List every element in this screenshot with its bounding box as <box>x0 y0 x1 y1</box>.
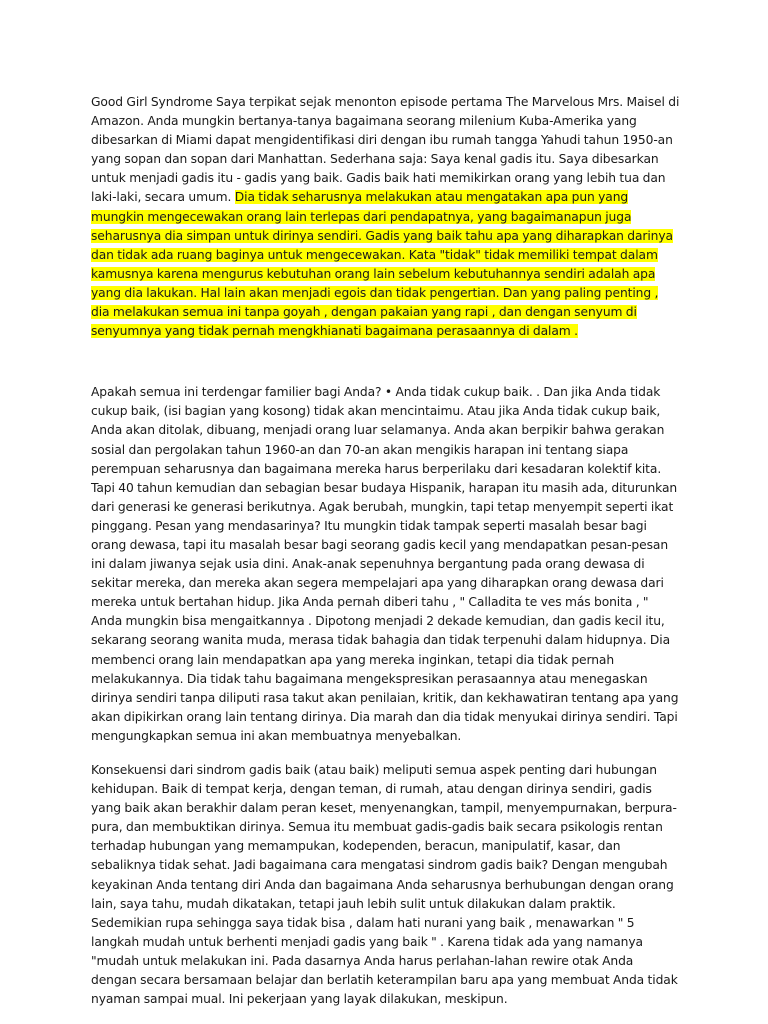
paragraph-3: Konsekuensi dari sindrom gadis baik (atau baik) meliputi semua aspek penting dari hubungan kehidupan. Baik di tempat kerja, dengan teman, di rumah, atau dengan dirinya sendiri, gadis yang baik akan berakhir dalam peran keset, menyenangkan, tampil, menyempurnakan, berpura-pura, dan membuktikan dirinya. Semua itu membuat gadis-gadis baik secara psikologis rentan terhadap hubungan yang memampukan, kodependen, beracun, manipulatif, kasar, dan sebaliknya tidak sehat. Jadi bagaimana cara mengatasi sindrom gadis baik? Dengan mengubah keyakinan Anda tentang diri Anda dan bagaimana Anda seharusnya berhubungan dengan orang lain, saya tahu, mudah dikatakan, tetapi jauh lebih sulit untuk dilakukan dalam praktik. Sedemikian rupa sehingga saya tidak bisa , dalam hati nurani yang baik , menawarkan " 5 langkah mudah untuk berhenti menjadi gadis yang baik " . Karena tidak ada yang namanya "mudah untuk melakukan ini. Pada dasarnya Anda harus perlahan-lahan rewire otak Anda dengan secara bersamaan belajar dan berlatih keterampilan baru apa yang membuat Anda tidak nyaman sampai mual. Ini pekerjaan yang layak dilakukan, meskipun. <box>91 763 678 1007</box>
paragraph-2: Apakah semua ini terdengar familier bagi Anda? • Anda tidak cukup baik. . Dan jika Anda tidak cukup baik, (isi bagian yang kosong) tidak akan mencintaimu. Atau jika Anda tidak cukup baik, Anda akan ditolak, dibuang, menjadi orang luar selamanya. Anda akan berpikir bahwa gerakan sosial dan pergolakan tahun 1960-an dan 70-an akan mengikis harapan ini tentang siapa perempuan seharusnya dan bagaimana mereka harus berperilaku dari kesadaran kolektif kita. Tapi 40 tahun kemudian dan sebagian besar budaya Hispanik, harapan itu masih ada, diturunkan dari generasi ke generasi berikutnya. Agak berubah, mungkin, tapi tetap menyempit seperti ikat pinggang. Pesan yang mendasarinya? Itu mungkin tidak tampak seperti masalah besar bagi orang dewasa, tapi itu masalah besar bagi seorang gadis kecil yang mendapatkan pesan-pesan ini dalam jiwanya sejak usia dini. Anak-anak sepenuhnya bergantung pada orang dewasa di sekitar mereka, dan mereka akan segera mempelajari apa yang diharapkan orang dewasa dari mereka untuk bertahan hidup. Jika Anda pernah diberi tahu , " Calladita te ves más bonita , " Anda mungkin bisa mengaitkannya . Dipotong menjadi 2 dekade kemudian, dan gadis kecil itu, sekarang seorang wanita muda, merasa tidak bahagia dan tidak terpenuhi dalam hidupnya. Dia membenci orang lain mendapatkan apa yang mereka inginkan, tetapi dia tidak pernah melakukannya. Dia tidak tahu bagaimana mengekspresikan perasaannya atau menegaskan dirinya sendiri tanpa diliputi rasa takut akan penilaian, kritik, dan kekhawatiran tentang apa yang akan dipikirkan orang lain tentang dirinya. Dia marah dan dia tidak menyukai dirinya sendiri. Tapi mengungkapkan semua ini akan membuatnya menyebalkan. <box>91 385 679 743</box>
highlighted-text: Dia tidak seharusnya melakukan atau mengatakan apa pun yang mungkin mengecewakan orang lain terlepas dari pendapatnya, yang bagaimanapun juga seharusnya dia simpan untuk dirinya sendiri. Gadis yang baik tahu apa yang diharapkan darinya dan tidak ada ruang baginya untuk mengecewakan. Kata "tidak" tidak memiliki tempat dalam kamusnya karena mengurus kebutuhan orang lain sebelum kebutuhannya sendiri adalah apa yang dia lakukan. Hal lain akan menjadi egois dan tidak pengertian. Dan yang paling penting , dia melakukan semua ini tanpa goyah , dengan pakaian yang rapi , dan dengan senyum di senyumnya yang tidak pernah mengkhianati bagaimana perasaannya di dalam . <box>91 190 673 339</box>
paragraph-1-text: Good Girl Syndrome Saya terpikat sejak menonton episode pertama The Marvelous Mrs. Maisel di Amazon. Anda mungkin bertanya-tanya bagaimana seorang milenium Kuba-Amerika yang dibesarkan di Miami dapat mengidentifikasi diri dengan ibu rumah tangga Yahudi tahun 1950-an yang sopan dan sopan dari Manhattan. Sederhana saja: Saya kenal gadis itu. Saya dibesarkan untuk menjadi gadis itu - gadis yang baik. Gadis baik hati memikirkan orang yang lebih tua dan laki-laki, secara umum. <box>91 95 680 205</box>
paragraph-1 <box>91 93 680 341</box>
